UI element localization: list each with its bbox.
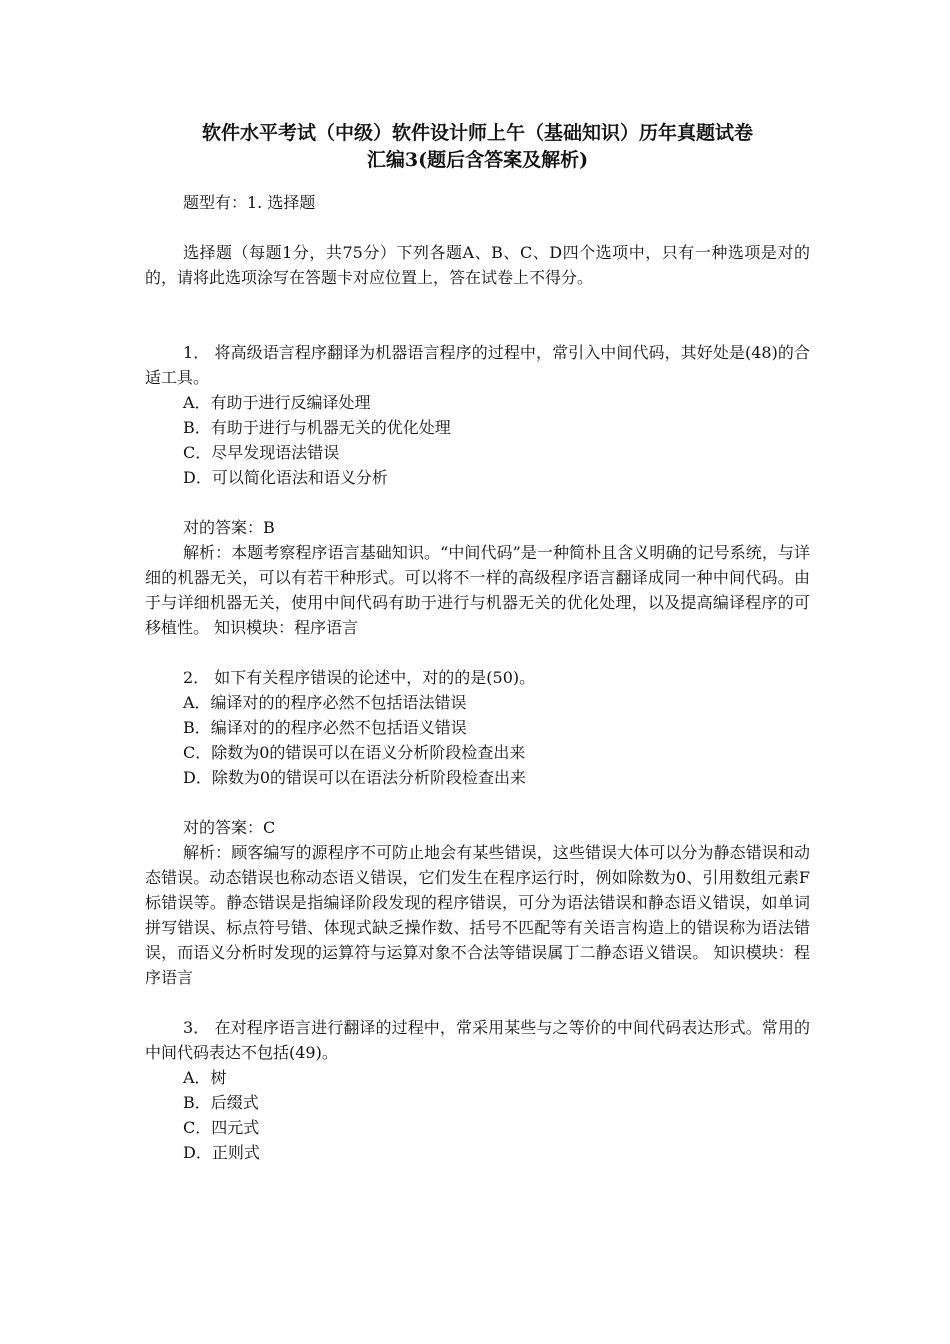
question-option: B．后缀式 <box>183 1093 259 1112</box>
question-analysis: 解析：本题考察程序语言基础知识。“中间代码”是一种简朴且含义明确的记号系统，与详细的机器无关，可以有若干种形式。可以将不一样的高级程序语言翻译成同一种中间代码。由于与详细机器无关，使用中间代码有助于进行与机器无关的优化处理，以及提高编译程序的可移植性。 知识模块：程序语言 <box>145 543 810 637</box>
question-block <box>145 665 810 990</box>
question-block <box>145 1015 810 1165</box>
question-option: A．编译对的的程序必然不包括语法错误 <box>183 693 467 712</box>
question-option: C．除数为0的错误可以在语义分析阶段检查出来 <box>183 743 526 762</box>
document-title <box>145 120 810 174</box>
question-analysis: 解析：顾客编写的源程序不可防止地会有某些错误，这些错误大体可以分为静态错误和动态错误。动态错误也称动态语义错误，它们发生在程序运行时，例如除数为0、引用数组元素F标错误等。静态错误是指编译阶段发现的程序错误，可分为语法错误和静态语义错误，如单词拼写错误、标点符号错、体现式缺乏操作数、括号不匹配等有关语言构造上的错误称为语法错误，而语义分析时发现的运算符与运算对象不合法等错误属丁二静态语义错误。 知识模块：程序语言 <box>145 843 810 987</box>
question-option: C．四元式 <box>183 1118 260 1137</box>
question-option: D．可以简化语法和语义分析 <box>183 468 388 487</box>
question-option: A．有助于进行反编译处理 <box>183 393 371 412</box>
instructions: 选择题（每题1分，共75分）下列各题A、B、C、D四个选项中，只有一种选项是对的的，请将此选项涂写在答题卡对应位置上，答在试卷上不得分。 <box>145 243 810 287</box>
question-option: A．树 <box>183 1068 227 1087</box>
question-option: B．有助于进行与机器无关的优化处理 <box>183 418 451 437</box>
question-option: D．除数为0的错误可以在语法分析阶段检查出来 <box>183 768 527 787</box>
question-option: D．正则式 <box>183 1143 260 1162</box>
title-line-1: 软件水平考试（中级）软件设计师上午（基础知识）历年真题试卷 <box>201 122 753 144</box>
title-line-2: 汇编3(题后含答案及解析) <box>366 149 589 171</box>
question-type: 题型有：1. 选择题 <box>183 193 316 212</box>
question-option: B．编译对的的程序必然不包括语义错误 <box>183 718 467 737</box>
question-stem: 1． 将高级语言程序翻译为机器语言程序的过程中，常引入中间代码，其好处是(48)的合适工具。 <box>145 343 810 387</box>
document-page <box>145 120 810 1165</box>
question-stem: 2． 如下有关程序错误的论述中，对的的是(50)。 <box>183 668 536 687</box>
question-stem: 3． 在对程序语言进行翻译的过程中，常采用某些与之等价的中间代码表达形式。常用的中间代码表达不包括(49)。 <box>145 1018 810 1062</box>
question-answer: 对的答案：B <box>183 518 275 537</box>
question-option: C．尽早发现语法错误 <box>183 443 340 462</box>
question-answer: 对的答案：C <box>183 818 276 837</box>
question-block <box>145 340 810 640</box>
